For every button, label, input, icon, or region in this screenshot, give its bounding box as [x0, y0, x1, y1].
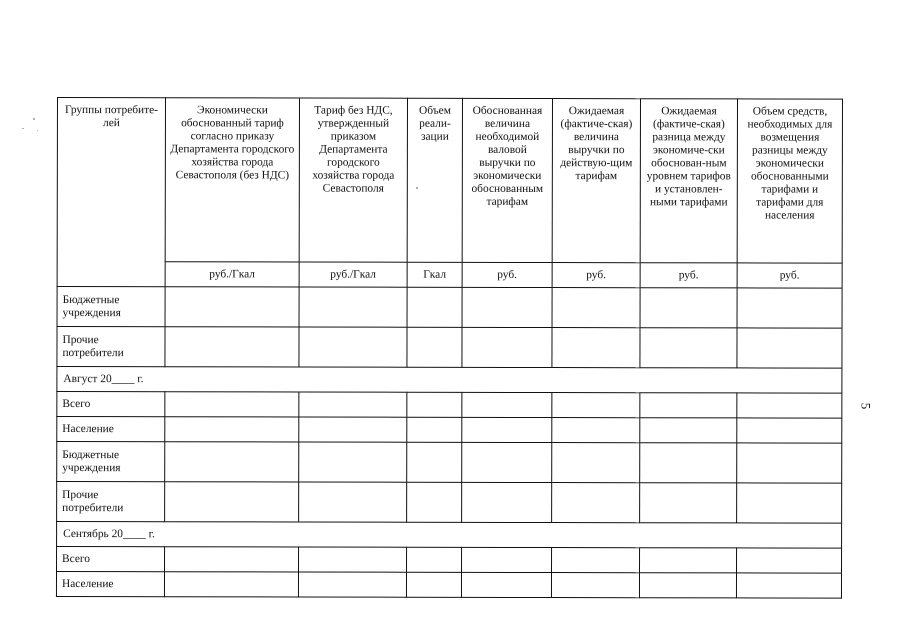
table-cell	[737, 443, 842, 483]
unit-row	[57, 262, 842, 289]
table-cell	[165, 392, 299, 417]
row-label: Население	[57, 417, 165, 442]
table-cell	[299, 442, 407, 482]
table-cell	[407, 287, 462, 327]
table-cell	[640, 418, 737, 443]
header-expected-difference: Ожидаемая (фактиче-ская) разница между экономиче-ски обоснован-ным уровнем тарифов и установлен-ными тарифами	[640, 99, 737, 263]
table-cell	[552, 393, 640, 418]
table-cell	[299, 482, 407, 522]
table-cell	[737, 328, 842, 368]
table-cell	[552, 418, 640, 443]
row-label: Население	[56, 572, 164, 597]
table-cell	[165, 547, 299, 572]
section-row-september	[57, 522, 842, 549]
table-cell	[736, 573, 841, 598]
table-cell	[165, 417, 299, 442]
header-approved-tariff: Тариф без НДС, утвержденный приказом Департамента городского хозяйства города Севастополя	[299, 98, 407, 262]
table-cell	[640, 483, 737, 523]
table-cell	[407, 547, 462, 572]
table-cell	[461, 572, 551, 597]
table-cell	[552, 548, 640, 573]
table-cell	[298, 572, 406, 597]
table-cell	[551, 573, 639, 598]
scan-speck	[22, 128, 24, 129]
header-economic-tariff: Экономически обоснованный тариф согласно приказу Департамента городского хозяйства города Севастополя (без НДС)	[165, 98, 299, 262]
header-expected-revenue: Ожидаемая (фактиче-ская) величина выручки по действую-щим тарифам	[552, 99, 640, 263]
table-cell	[552, 483, 640, 523]
table-cell	[639, 573, 736, 598]
table-cell	[299, 392, 407, 417]
table-row	[57, 482, 842, 524]
table-cell	[737, 483, 842, 523]
table-cell	[640, 393, 737, 418]
unit-cell: руб./Гкал	[165, 262, 299, 287]
table-cell	[640, 328, 737, 368]
table-cell	[299, 417, 407, 442]
table-cell	[164, 572, 298, 597]
unit-cell: руб./Гкал	[299, 262, 407, 287]
table-cell	[407, 417, 462, 442]
table-cell	[299, 287, 407, 327]
row-label: Бюджетные учреждения	[57, 287, 165, 327]
table-cell	[165, 442, 299, 482]
table-cell	[640, 548, 737, 573]
table-cell	[552, 288, 640, 328]
tariff-table	[56, 97, 843, 599]
table-cell	[462, 392, 552, 417]
table-cell	[462, 442, 552, 482]
page-number: 5	[858, 402, 874, 410]
table-cell	[462, 417, 552, 442]
table-cell	[737, 393, 842, 418]
table-cell	[552, 443, 640, 483]
header-row	[57, 98, 842, 264]
row-label: Всего	[57, 547, 165, 572]
scan-speck	[37, 130, 38, 131]
table-cell	[462, 327, 552, 367]
table-cell	[299, 547, 407, 572]
section-label: Август 20____ г.	[57, 367, 842, 394]
unit-cell: руб.	[737, 263, 842, 288]
table-cell	[737, 418, 842, 443]
table-cell	[407, 442, 462, 482]
header-sales-volume: Объем реали-зации	[407, 98, 462, 262]
row-label: Всего	[57, 392, 165, 417]
table-row	[57, 417, 842, 444]
section-row-august	[57, 367, 842, 394]
row-label: Прочие потребители	[57, 482, 165, 522]
table-row	[57, 287, 842, 329]
table-cell	[462, 287, 552, 327]
table-row	[57, 327, 842, 369]
header-compensation-volume: Объем средств, необходимых для возмещения разницы между экономически обоснованными тарифами и тарифами для населения	[737, 99, 842, 263]
table-cell	[640, 288, 737, 328]
table-cell	[462, 482, 552, 522]
table-cell	[462, 547, 552, 572]
table-cell	[406, 572, 461, 597]
unit-cell: Гкал	[407, 262, 462, 287]
table-row	[57, 547, 842, 574]
unit-cell: руб.	[462, 262, 552, 287]
table-cell	[407, 327, 462, 367]
table-cell	[640, 443, 737, 483]
unit-cell: руб.	[552, 263, 640, 288]
table-cell	[299, 327, 407, 367]
table-cell	[552, 328, 640, 368]
header-consumer-groups: Группы потребите-лей	[57, 98, 165, 287]
table-row	[57, 442, 842, 484]
table-cell	[165, 482, 299, 522]
row-label: Прочие потребители	[57, 327, 165, 367]
section-label: Сентябрь 20____ г.	[57, 522, 842, 549]
table-row	[57, 392, 842, 419]
scan-speck	[33, 118, 35, 120]
table-cell	[407, 482, 462, 522]
table-cell	[737, 548, 842, 573]
row-label: Бюджетные учреждения	[57, 442, 165, 482]
table-cell	[407, 392, 462, 417]
table-row	[56, 572, 841, 599]
table-cell	[165, 327, 299, 367]
scan-speck	[416, 187, 418, 189]
unit-cell: руб.	[640, 263, 737, 288]
table-cell	[165, 287, 299, 327]
header-justified-revenue: Обоснованная величина необходимой валовой выручки по экономически обоснованным тарифам	[462, 98, 552, 262]
table-cell	[737, 288, 842, 328]
